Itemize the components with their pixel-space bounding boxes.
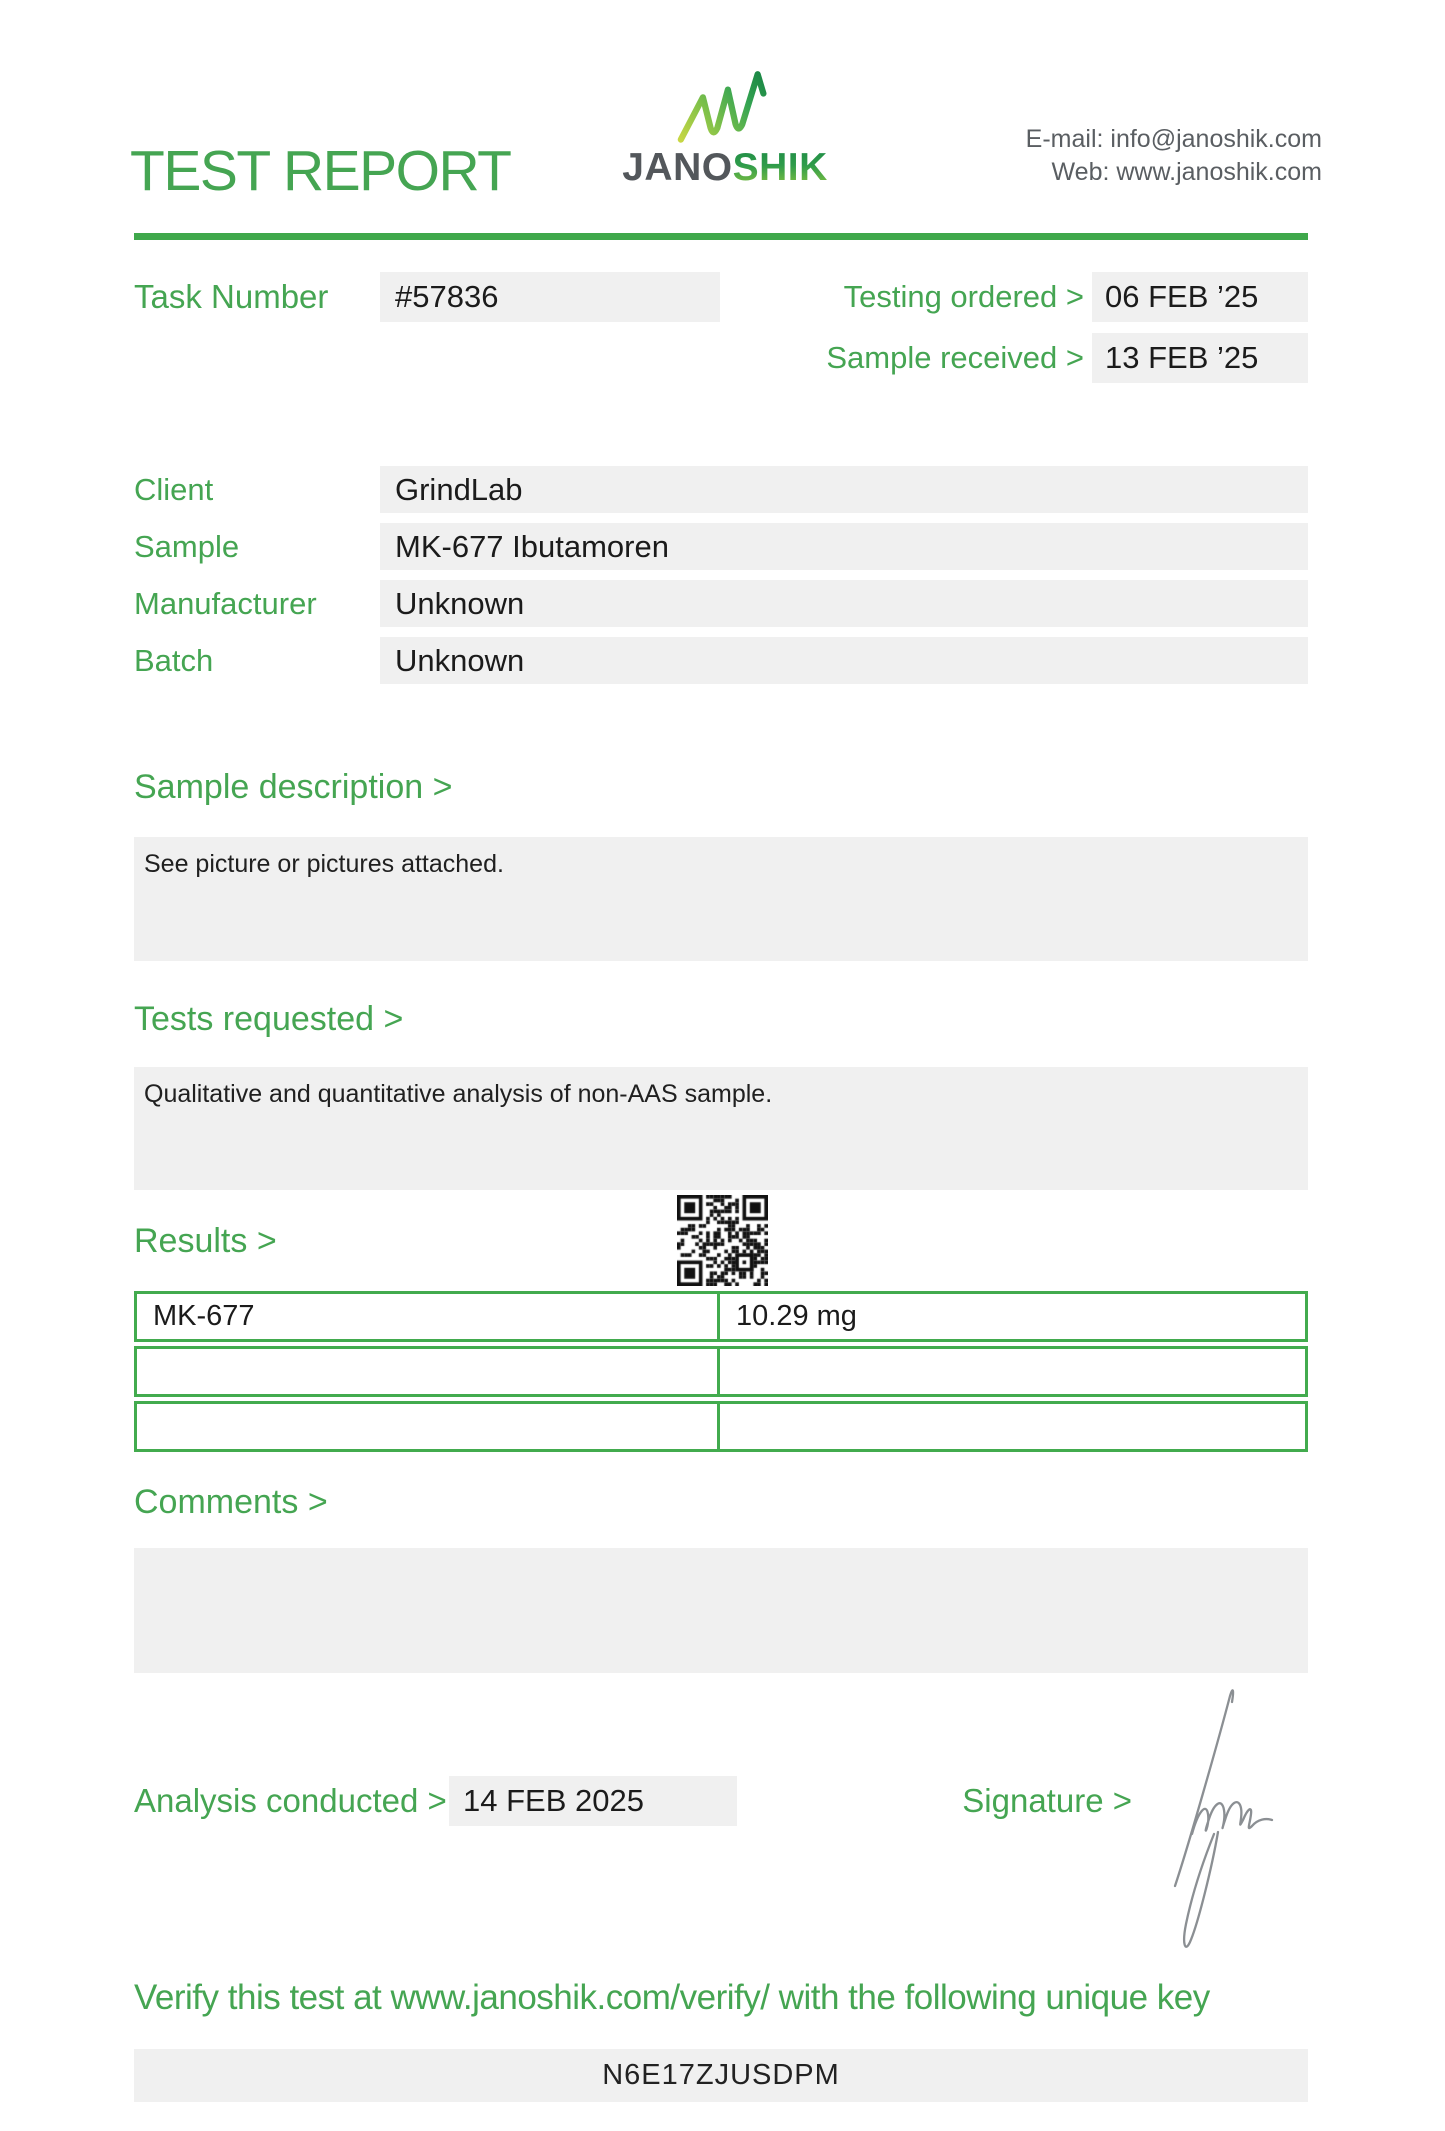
- header-divider: [134, 233, 1308, 240]
- contact-email: E-mail: info@janoshik.com: [1025, 125, 1322, 153]
- result-amount: 10.29 mg: [736, 1300, 857, 1332]
- testing-ordered-label: Testing ordered >: [843, 279, 1084, 314]
- sample-received-value: 13 FEB ’25: [1092, 333, 1308, 383]
- tests-requested-box: [134, 1067, 1308, 1190]
- contact-web: Web: www.janoshik.com: [1051, 158, 1322, 186]
- result-amount-empty: [720, 1349, 1305, 1394]
- logo-wordmark: [610, 146, 840, 190]
- sample-value: MK-677 Ibutamoren: [380, 523, 1308, 570]
- result-analyte: MK-677: [137, 1294, 720, 1339]
- tests-requested-text: Qualitative and quantitative analysis of non-AAS sample.: [144, 1080, 773, 1108]
- results-row-2: [134, 1346, 1308, 1397]
- chart-growth-icon: [677, 66, 773, 144]
- sample-description-text: See picture or pictures attached.: [144, 850, 504, 878]
- sample-description-box: [134, 837, 1308, 961]
- signature-label: Signature >: [962, 1782, 1132, 1819]
- page-title: TEST REPORT: [130, 139, 511, 203]
- batch-value: Unknown: [380, 637, 1308, 684]
- tests-requested-heading: Tests requested >: [134, 1000, 404, 1038]
- comments-box: [134, 1548, 1308, 1673]
- sample-description-heading: Sample description >: [134, 768, 453, 806]
- client-value: GrindLab: [380, 466, 1308, 513]
- analysis-conducted-label: Analysis conducted >: [134, 1782, 447, 1819]
- manufacturer-label: Manufacturer: [134, 586, 317, 621]
- batch-label: Batch: [134, 643, 214, 678]
- result-amount-empty-2: [720, 1404, 1305, 1449]
- analysis-conducted-date: 14 FEB 2025: [449, 1776, 737, 1826]
- result-analyte-empty: [137, 1349, 720, 1394]
- logo-wordmark-shik: SHIK: [732, 146, 828, 189]
- results-row-1: [134, 1291, 1308, 1342]
- results-table: [134, 1291, 1308, 1456]
- results-heading: Results >: [134, 1222, 277, 1260]
- signature-image: [1140, 1662, 1310, 1962]
- qr-code: [677, 1195, 768, 1286]
- sample-label: Sample: [134, 529, 240, 564]
- client-label: Client: [134, 472, 214, 507]
- comments-heading: Comments >: [134, 1483, 328, 1521]
- verify-instruction: Verify this test at www.janoshik.com/verify/ with the following unique key: [134, 1978, 1210, 2017]
- testing-ordered-value: 06 FEB ’25: [1092, 272, 1308, 322]
- sample-received-label: Sample received >: [826, 340, 1084, 375]
- unique-key: N6E17ZJUSDPM: [134, 2049, 1308, 2102]
- task-number-label: Task Number: [134, 278, 329, 315]
- task-number-value: #57836: [380, 272, 720, 322]
- janoshik-logo: [610, 66, 840, 190]
- contact-info: [1026, 123, 1322, 189]
- manufacturer-value: Unknown: [380, 580, 1308, 627]
- result-analyte-empty-2: [137, 1404, 720, 1449]
- results-row-3: [134, 1401, 1308, 1452]
- logo-wordmark-jano: JANO: [622, 146, 733, 189]
